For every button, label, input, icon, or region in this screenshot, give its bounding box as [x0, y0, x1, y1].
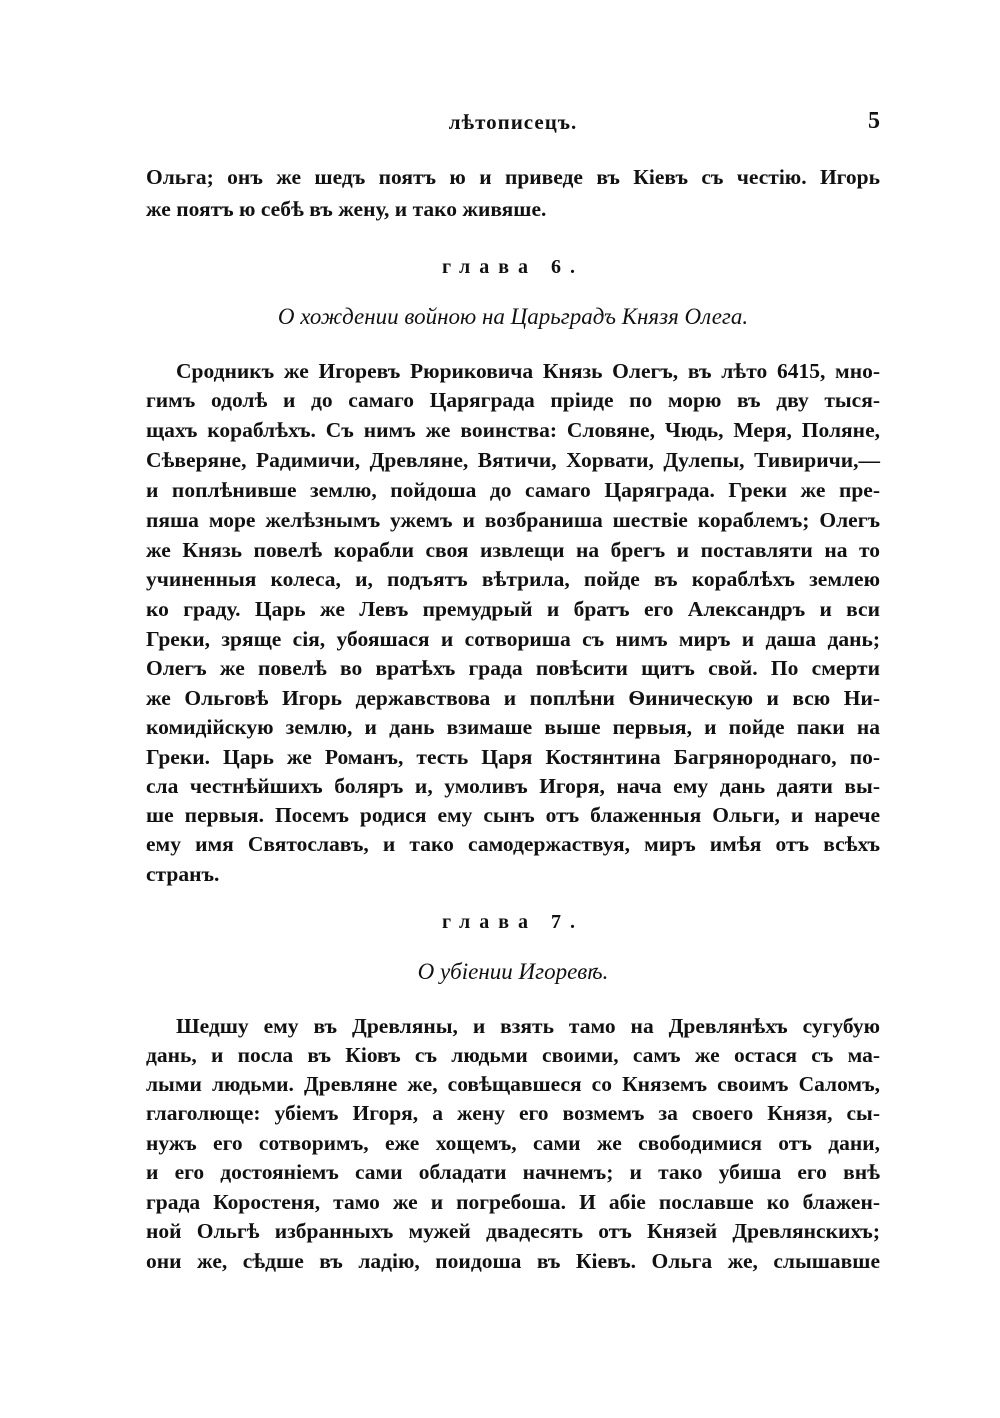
text-line: Греки. Царь же Романъ, тесть Царя Костянтина Багрянороднаго, по-: [146, 745, 880, 769]
text-line: ше первыя. Посемъ родися ему сынъ отъ блаженныя Ольги, и нарече: [146, 803, 880, 827]
text-line: сла честнѣйшихъ боляръ и, умоливъ Игоря, нача ему дань даяти вы-: [146, 774, 880, 798]
text-line: Шедшу ему въ Древляны, и взять тамо на Древлянѣхъ сугубую: [176, 1014, 880, 1038]
text-line: лыми людьми. Древляне же, совѣщавшеся со Княземъ своимъ Саломъ,: [146, 1072, 880, 1096]
text-line: же Ольговѣ Игорь державствова и поплѣни Ѳиническую и всю Ни-: [146, 686, 880, 710]
text-line: града Коростеня, тамо же и погребоша. И абіе пославше ко блажен-: [146, 1190, 880, 1214]
text-line: щахъ кораблѣхъ. Съ нимъ же воинства: Словяне, Чюдь, Меря, Поляне,: [146, 418, 880, 442]
text-line: гимъ одолѣ и до самаго Царяграда пріиде по морю въ дву тыся-: [146, 388, 880, 412]
text-line: Сѣверяне, Радимичи, Древляне, Вятичи, Хорвати, Дулепы, Тивиричи,—: [146, 448, 880, 472]
text-line: ко граду. Царь же Левъ премудрый и братъ его Александръ и вси: [146, 597, 880, 621]
page-number: 5: [868, 108, 880, 134]
text-line: ему имя Святославъ, и тако самодержаствуя, миръ имѣя отъ всѣхъ: [146, 832, 880, 856]
text-line: Олегъ же повелѣ во вратѣхъ града повѣсити щитъ свой. По смерти: [146, 656, 880, 680]
text-line: они же, сѣдше въ ладію, поидоша въ Кіевъ. Ольга же, слышавше: [146, 1249, 880, 1273]
text-line: же поятъ ю себѣ въ жену, и тако живяше.: [146, 197, 547, 221]
chapter-title: О хождении войною на Царьградъ Князя Олега.: [277, 304, 749, 329]
chapter-title: О убіении Игоревѣ.: [417, 959, 609, 984]
text-line: учиненныя колеса, и, подъятъ вѣтрила, пойде въ кораблѣхъ землею: [146, 567, 880, 591]
text-line: и поплѣнивше землю, пойдоша до самаго Царяграда. Греки же пре-: [146, 478, 880, 502]
text-line: странъ.: [146, 862, 220, 886]
text-line: и его достояніемъ сами обладати начнемъ; и тако убиша его внѣ: [146, 1160, 880, 1184]
text-line: Греки, зряще сія, убояшася и сотвориша съ нимъ миръ и даша дань;: [146, 627, 880, 651]
chapter-heading: глава 7.: [441, 911, 585, 933]
text-line: же Князь повелѣ корабли своя извлещи на брегъ и поставляти на то: [146, 538, 880, 562]
text-line: дань, и посла въ Кіовъ съ людьми своими, самъ же остася съ ма-: [146, 1043, 880, 1067]
chapter-heading: глава 6.: [441, 256, 585, 278]
text-line: глаголюще: убіемъ Игоря, а жену его возмемъ за своего Князя, сы-: [146, 1101, 880, 1125]
running-head: [146, 108, 880, 138]
text-line: Ольга; онъ же шедъ поятъ ю и приведе въ Кіевъ съ честію. Игорь: [146, 165, 880, 189]
text-line: пяша море желѣзнымъ ужемъ и возбраниша шествіе кораблемъ; Олегъ: [146, 508, 880, 532]
text-line: ной Ольгѣ избранныхъ мужей двадесять отъ Князей Древлянскихъ;: [146, 1219, 880, 1243]
text-line: нужъ его сотворимъ, еже хощемъ, сами же свободимися отъ дани,: [146, 1131, 880, 1155]
running-title: лѣтописецъ.: [448, 110, 578, 134]
text-line: Сродникъ же Игоревъ Рюриковича Князь Олегъ, въ лѣто 6415, мно-: [176, 359, 880, 383]
text-line: комидійскую землю, и дань взимаше выше первыя, и пойде паки на: [146, 715, 880, 739]
